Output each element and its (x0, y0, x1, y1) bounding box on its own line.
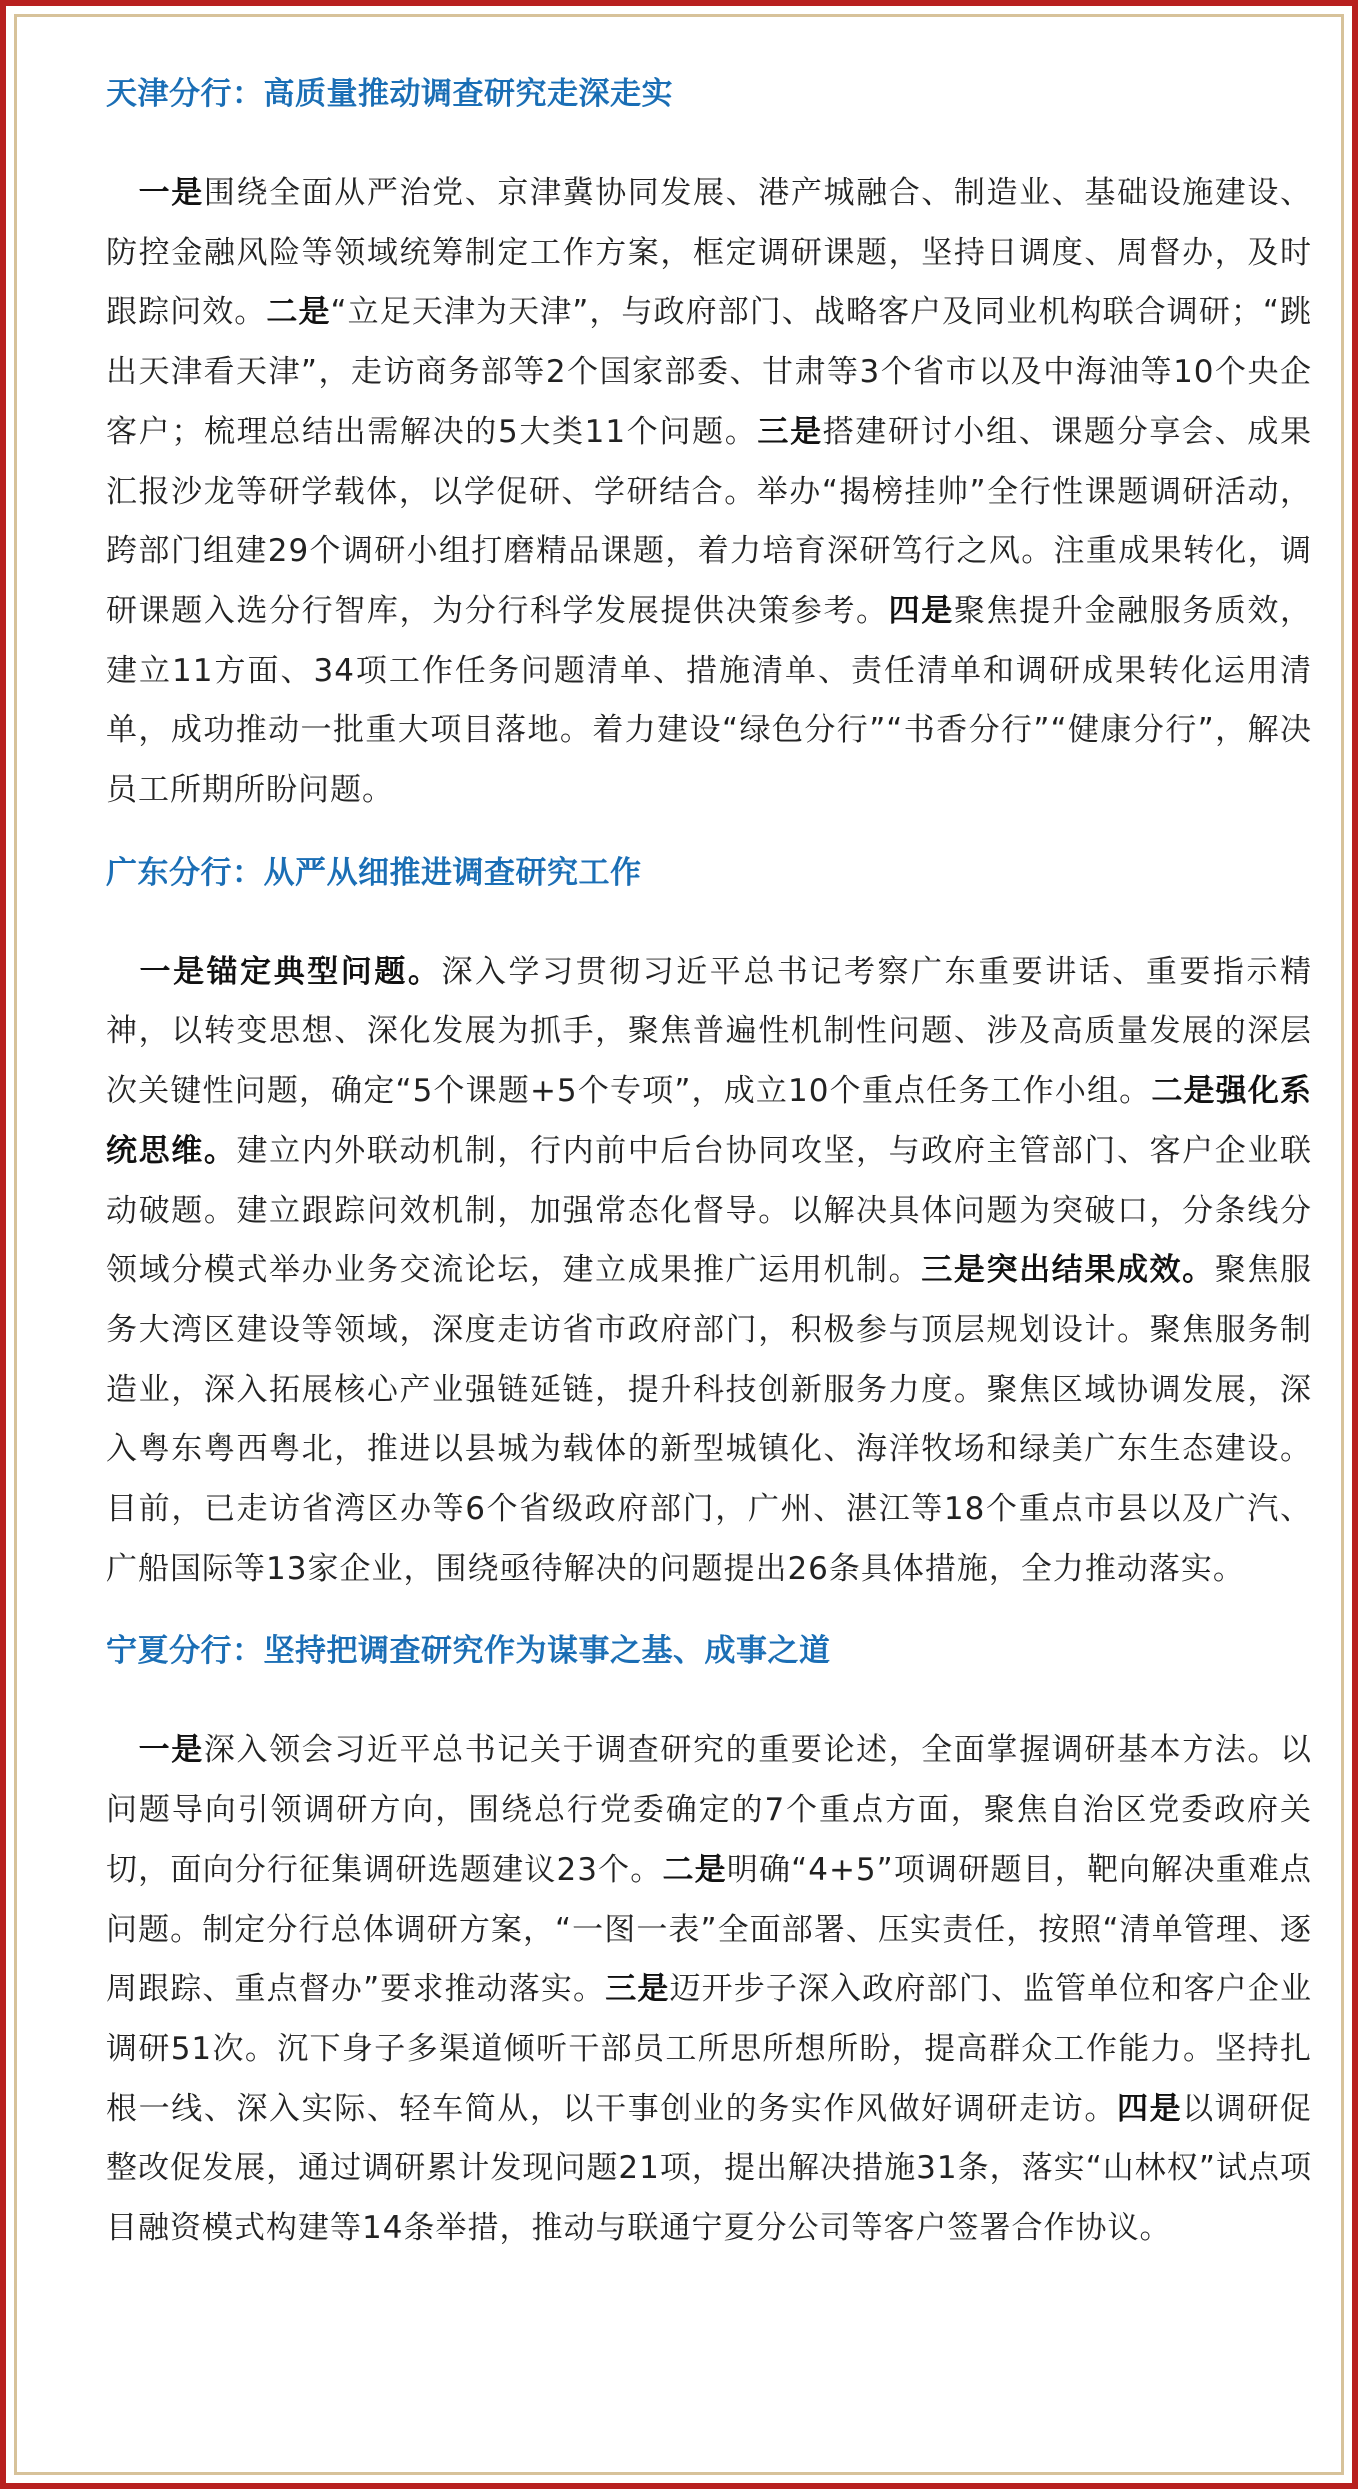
para-run-bold: 一是 (138, 1732, 204, 1769)
para-run: “立足天津为天津”，与政府部门、战略客户及同业机构联合调研；“跳出天津看天津”，走访商务部等2个国家部委、甘肃等3个省市以及中海油等10个央企客户；梳理总结出需解决的5大类11个问题。 (106, 294, 1313, 450)
section-ningxia (96, 1627, 1312, 2258)
para-run-bold: 四是 (888, 592, 954, 629)
para-run: 建立内外联动机制，行内前中后台协同攻坚，与政府主管部门、客户企业联动破题。建立跟踪问效机制，加强常态化督导。以解决具体问题为突破口，分条线分领域分模式举办业务交流论坛，建立成果推广运用机制。 (106, 1132, 1313, 1289)
para-run: 深入学习贯彻习近平总书记考察广东重要讲话、重要指示精神，以转变思想、深化发展为抓手，聚焦普遍性机制性问题、涉及高质量发展的深层次关键性问题，确定“5个课题+5个专项”，成立10个重点任务工作小组。 (106, 953, 1313, 1110)
section-title-tianjin: 天津分行：高质量推动调查研究走深走实 (106, 76, 673, 112)
section-guangdong (96, 849, 1312, 1600)
para-run-bold: 四是 (1116, 2090, 1183, 2127)
section-tianjin (96, 70, 1312, 821)
para-run: 聚焦服务大湾区建设等领域，深度走访省市政府部门，积极参与顶层规划设计。聚焦服务制造业，深入拓展核心产业强链延链，提升科技创新服务力度。聚焦区域协调发展，深入粤东粤西粤北，推进以县城为载体的新型城镇化、海洋牧场和绿美广东生态建设。目前，已走访省湾区办等6个省级政府部门，广州、湛江等18个重点市县以及广汽、广船国际等13家企业，围绕亟待解决的问题提出26条具体措施，全力推动落实。 (106, 1252, 1313, 1587)
para-run-bold: 一是 (138, 175, 204, 211)
para-run: 围绕全面从严治党、京津冀协同发展、港产城融合、制造业、基础设施建设、防控金融风险等领域统筹制定工作方案，框定调研课题，坚持日调度、周督办，及时跟踪问效。 (106, 175, 1313, 331)
para-run-bold: 三是 (757, 413, 823, 450)
para-run: 以调研促整改促发展，通过调研累计发现问题21项，提出解决措施31条，落实“山林权”试点项目融资模式构建等14条举措，推动与联通宁夏分公司等客户签署合作协议。 (106, 2090, 1313, 2247)
para-run-bold: 二是 (662, 1851, 727, 1888)
section-paragraph-ningxia (106, 1721, 1312, 2258)
para-run: 搭建研讨小组、课题分享会、成果汇报沙龙等研学载体，以学促研、学研结合。举办“揭榜挂帅”全行性课题调研活动，跨部门组建29个调研小组打磨精品课题，着力培育深研笃行之风。注重成果转化，调研课题入选分行智库，为分行科学发展提供决策参考。 (106, 413, 1312, 629)
section-title-ningxia: 宁夏分行：坚持把调查研究作为谋事之基、成事之道 (106, 1633, 831, 1670)
para-run (106, 954, 140, 990)
section-paragraph-tianjin (106, 164, 1312, 821)
para-run-bold: 三是突出结果成效。 (921, 1252, 1215, 1289)
para-run (106, 1732, 139, 1768)
para-run-bold: 二是 (266, 294, 331, 331)
para-run-bold: 一是锚定典型问题。 (139, 953, 442, 990)
para-run-bold: 三是 (605, 1971, 670, 2008)
para-run: 迈开步子深入政府部门、监管单位和客户企业调研51次。沉下身子多渠道倾听干部员工所思所想所盼，提高群众工作能力。坚持扎根一线、深入实际、轻车简从，以干事创业的务实作风做好调研走访。 (106, 1971, 1313, 2127)
para-run (106, 175, 139, 211)
article-body (96, 40, 1312, 2259)
section-title-guangdong: 广东分行：从严从细推进调查研究工作 (106, 854, 642, 891)
para-run: 聚焦提升金融服务质效，建立11方面、34项工作任务问题清单、措施清单、责任清单和调研成果转化运用清单，成功推动一批重大项目落地。着力建设“绿色分行”“书香分行”“健康分行”，解决员工所期所盼问题。 (106, 592, 1313, 809)
para-run: 明确“4+5”项调研题目，靶向解决重难点问题。制定分行总体调研方案，“一图一表”全面部署、压实责任，按照“清单管理、逐周跟踪、重点督办”要求推动落实。 (106, 1851, 1312, 2008)
para-run: 深入领会习近平总书记关于调查研究的重要论述，全面掌握调研基本方法。以问题导向引领调研方向，围绕总行党委确定的7个重点方面，聚焦自治区党委政府关切，面向分行征集调研选题建议23个。 (106, 1732, 1313, 1888)
section-paragraph-guangdong (106, 943, 1312, 1600)
para-run-bold: 二是强化系统思维。 (106, 1073, 1313, 1169)
